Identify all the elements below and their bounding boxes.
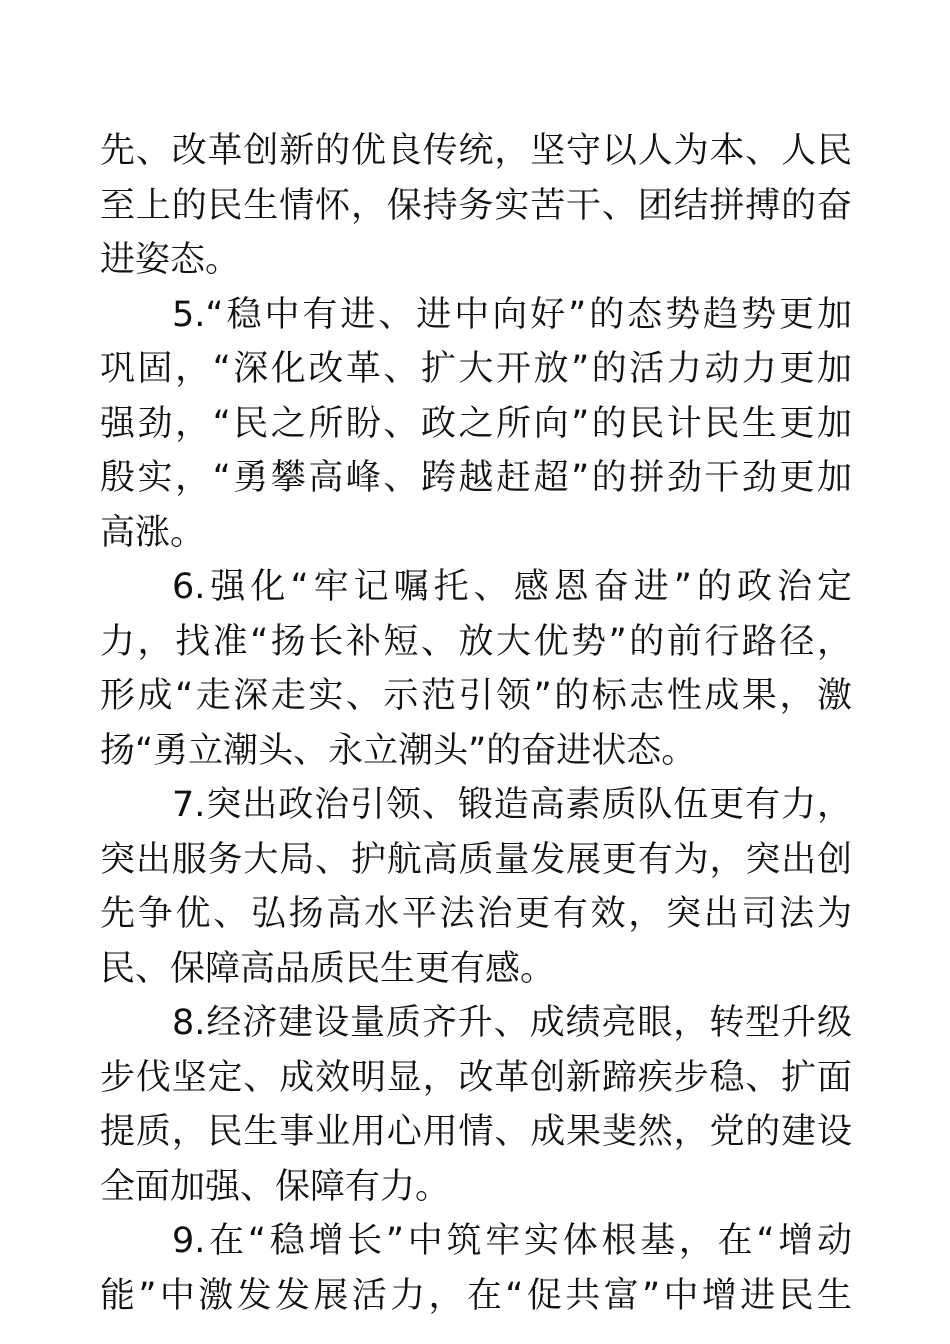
text-line: 进姿态。	[100, 240, 241, 280]
paragraph-5	[100, 288, 852, 561]
text-line: 突出服务大局、护航高质量发展更有为，突出创	[100, 839, 852, 880]
text-line: 先争优、弘扬高水平法治更有效，突出司法为	[100, 894, 852, 934]
text-line: 步伐坚定、成效明显，改革创新蹄疾步稳、扩面	[100, 1057, 852, 1098]
text-line: 至上的民生情怀，保持务实苦干、团结拼搏的奋	[100, 185, 852, 226]
paragraph-continued	[100, 124, 852, 288]
text-line: 殷实，“勇攀高峰、跨越赶超”的拼劲干劲更加	[100, 458, 852, 498]
text-line: 巩固，“深化改革、扩大开放”的活力动力更加	[100, 349, 852, 389]
document-page	[100, 124, 852, 1323]
text-line: 强劲，“民之所盼、政之所向”的民计民生更加	[100, 403, 852, 444]
text-line: 8.经济建设量质齐升、成绩亮眼，转型升级	[172, 1003, 852, 1043]
paragraph-8	[100, 996, 852, 1214]
paragraph-7	[100, 778, 852, 996]
text-line: 5.“稳中有进、进中向好”的态势趋势更加	[172, 294, 852, 335]
paragraph-9	[100, 1214, 852, 1323]
text-line: 7.突出政治引领、锻造高素质队伍更有力，	[172, 785, 852, 825]
text-line: 提质，民生事业用心用情、成果斐然，党的建设	[100, 1112, 852, 1152]
text-line: 先、改革创新的优良传统，坚守以人为本、人民	[100, 131, 852, 171]
text-line: 力，找准“扬长补短、放大优势”的前行路径，	[100, 621, 852, 662]
text-line: 民、保障高品质民生更有感。	[100, 948, 556, 989]
text-line: 扬“勇立潮头、永立潮头”的奋进状态。	[100, 730, 697, 771]
text-line: 高涨。	[100, 512, 206, 553]
text-line: 9.在“稳增长”中筑牢实体根基，在“增动	[172, 1221, 852, 1261]
text-line: 形成“走深走实、示范引领”的标志性成果，激	[100, 676, 852, 716]
text-line: 6.强化“牢记嘱托、感恩奋进”的政治定	[172, 567, 852, 607]
paragraph-6	[100, 560, 852, 778]
text-line: 全面加强、保障有力。	[100, 1166, 451, 1207]
text-line: 能”中激发发展活力，在“促共富”中增进民生	[100, 1275, 852, 1316]
